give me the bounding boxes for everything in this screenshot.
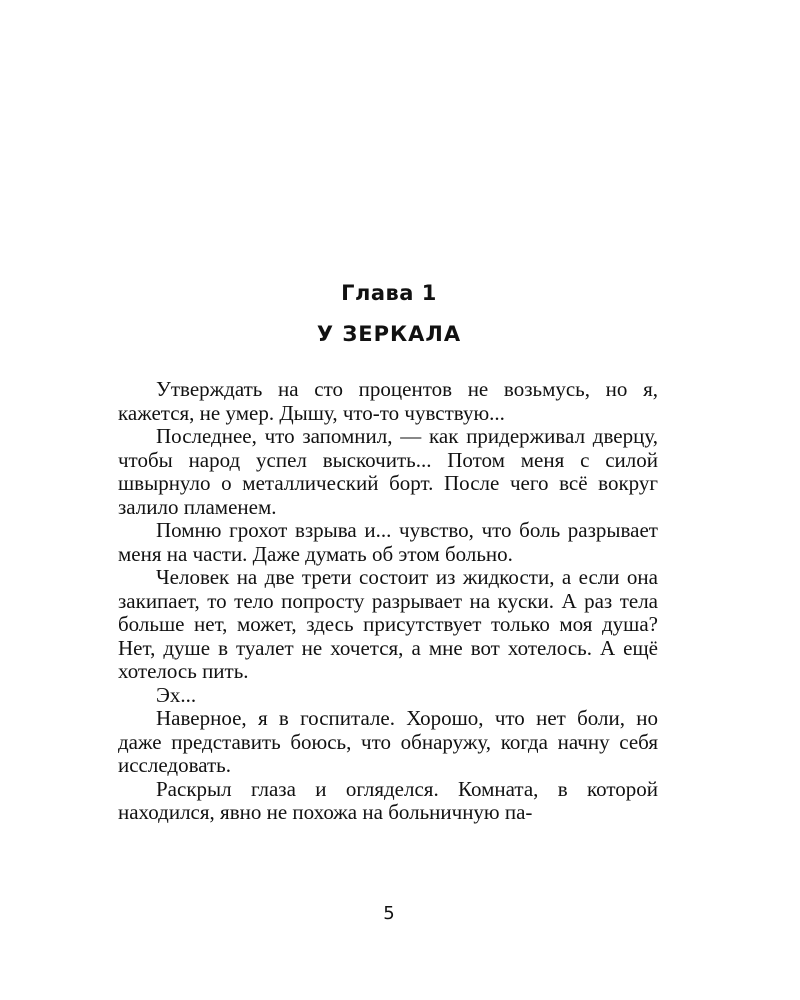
paragraph: Эх...	[156, 682, 197, 707]
chapter-body	[118, 378, 658, 825]
paragraph: Наверное, я в госпитале. Хорошо, что нет боли, но даже представить боюсь, что обнаружу, когда начну себя исследовать.	[118, 706, 658, 777]
chapter-number: Глава 1	[341, 281, 437, 305]
paragraph: Помню грохот взрыва и... чувство, что боль разрывает меня на части. Даже думать об этом больно.	[118, 518, 658, 566]
chapter-title: У ЗЕРКАЛА	[316, 322, 462, 346]
page-number: 5	[383, 903, 395, 924]
paragraph: Последнее, что запомнил, — как придерживал дверцу, чтобы народ успел выскочить... Потом меня с силой швырнуло о металлический борт. После чего всё вокруг залило пламенем.	[118, 424, 658, 519]
paragraph: Утверждать на сто процентов не возьмусь, но я, кажется, не умер. Дышу, что-то чувствую...	[118, 377, 658, 425]
paragraph: Раскрыл глаза и огляделся. Комната, в которой находился, явно не похожа на больничную па-	[118, 776, 658, 824]
paragraph: Человек на две трети состоит из жидкости, а если она закипает, то тело попросту разрывает на куски. А раз тела больше нет, может, здесь присутствует только моя душа? Нет, душе в туалет не хочется, а мне вот хотелось. А ещё хотелось пить.	[118, 565, 658, 683]
